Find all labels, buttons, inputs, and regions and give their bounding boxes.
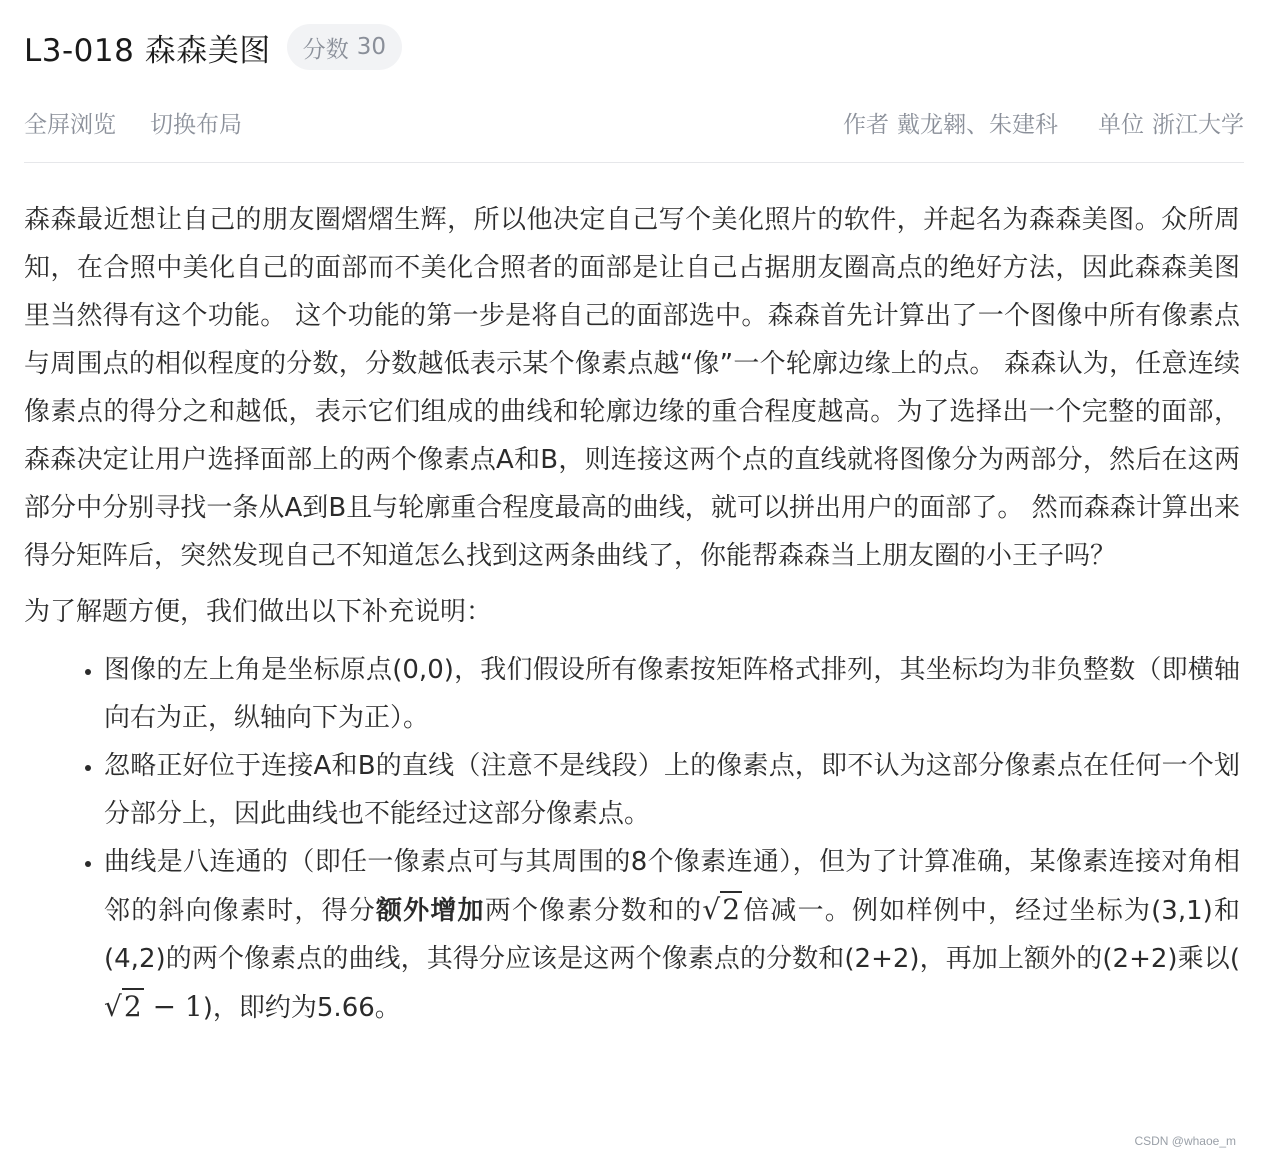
switch-layout-button[interactable]: 切换布局 bbox=[150, 111, 242, 138]
unit-value: 浙江大学 bbox=[1152, 111, 1244, 138]
problem-description bbox=[24, 196, 1240, 1032]
supplement-list bbox=[24, 646, 1240, 1032]
sqrt-radical-sign: √ bbox=[104, 990, 122, 1023]
author-label: 作者 bbox=[843, 111, 889, 138]
list-item bbox=[104, 838, 1240, 1032]
author-value: 戴龙翱、朱建科 bbox=[897, 111, 1058, 138]
list-item-text: )，即约为5.66。 bbox=[202, 993, 401, 1023]
sqrt-radical-sign: √ bbox=[702, 893, 721, 926]
fullscreen-button[interactable]: 全屏浏览 bbox=[24, 111, 116, 138]
bold-text: 额外增加 bbox=[375, 896, 485, 926]
score-label: 分数 bbox=[302, 36, 349, 63]
sqrt-radicand: 2 bbox=[722, 893, 741, 926]
title-row bbox=[24, 22, 402, 72]
unit-info bbox=[1098, 106, 1244, 139]
watermark: CSDN @whaoe_m bbox=[1134, 1134, 1236, 1148]
list-item: • 忽略正好位于连接A和B的直线（注意不是线段）上的像素点，即不认为这部分像素点在任何一个划分部分上，因此曲线也不能经过这部分像素点。 bbox=[104, 742, 1240, 838]
list-item-text: 倍减一。例如样例中，经过坐标为(3,1)和(4,2)的两个像素点的曲线，其得分应该是这两个像素点的分数和(2+2)，再加上额外的(2+2)乘以( bbox=[104, 896, 1240, 974]
header-divider bbox=[24, 162, 1244, 163]
problem-title: L3-018 森森美图 bbox=[24, 32, 271, 69]
toolbar-actions bbox=[24, 106, 242, 139]
sqrt-expression bbox=[104, 983, 144, 1032]
score-badge bbox=[287, 24, 402, 70]
list-item: • 图像的左上角是坐标原点(0,0)，我们假设所有像素按矩阵格式排列，其坐标均为非负整数（即横轴向右为正，纵轴向下为正）。 bbox=[104, 646, 1240, 742]
supplement-intro: 为了解题方便，我们做出以下补充说明： bbox=[24, 597, 493, 627]
math-minus-one: − 1 bbox=[143, 990, 203, 1023]
list-item-text: 两个像素分数和的 bbox=[484, 896, 703, 926]
unit-label: 单位 bbox=[1098, 111, 1144, 138]
score-value: 30 bbox=[356, 34, 386, 60]
author-info bbox=[843, 106, 1058, 139]
sqrt-expression bbox=[702, 886, 742, 935]
problem-meta bbox=[843, 106, 1244, 139]
list-item-text: 曲线是八连通的（即任一像素点可与其周围的8个像素连通），但为了计算准确，某像素连接对角相邻的斜向像素时，得分 bbox=[104, 847, 1240, 926]
toolbar bbox=[24, 100, 1244, 144]
sqrt-radicand: 2 bbox=[123, 990, 142, 1023]
description-paragraph: 森森最近想让自己的朋友圈熠熠生辉，所以他决定自己写个美化照片的软件，并起名为森森美图。众所周知，在合照中美化自己的面部而不美化合照者的面部是让自己占据朋友圈高点的绝好方法，因此森森美图里当然得有这个功能。 这个功能的第一步是将自己的面部选中。森森首先计算出了一个图像中所有像素点与周围点的相似程度的分数，分数越低表示某个像素点越“像”一个轮廓边缘上的点。 森森认为，任意连续像素点的得分之和越低，表示它们组成的曲线和轮廓边缘的重合程度越高。为了选择出一个完整的面部，森森决定让用户选择面部上的两个像素点A和B，则连接这两个点的直线就将图像分为两部分，然后在这两部分中分别寻找一条从A到B且与轮廓重合程度最高的曲线，就可以拼出用户的面部了。 然而森森计算出来得分矩阵后，突然发现自己不知道怎么找到这两条曲线了，你能帮森森当上朋友圈的小王子吗？ bbox=[24, 205, 1240, 571]
